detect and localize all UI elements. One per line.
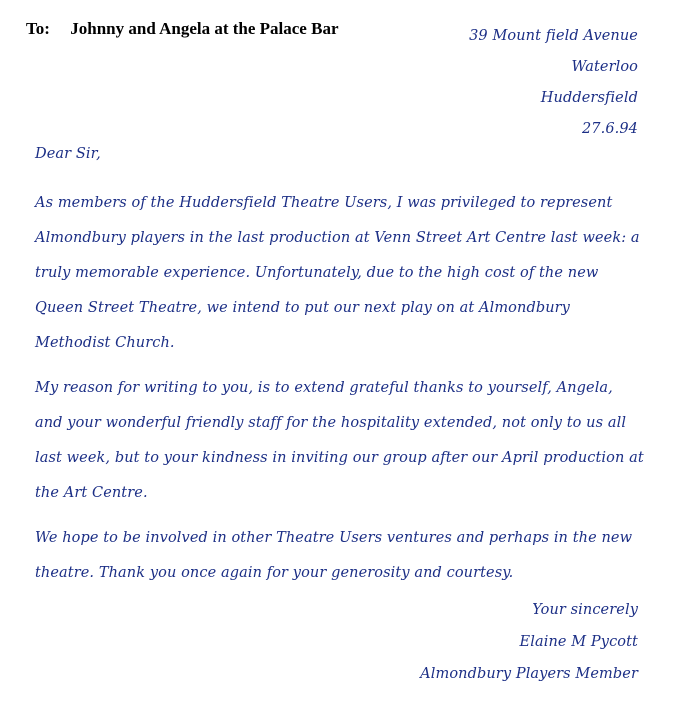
address-street: 39 Mount field Avenue [469, 28, 638, 44]
paragraph-3: We hope to be involved in other Theatre Users ventures and perhaps in the new theatre. Thank you once again for your generosity and courtesy. [35, 530, 633, 581]
letter-date: 27.6.94 [581, 121, 638, 137]
signoff [420, 594, 638, 690]
signer-role: Almondbury Players Member [420, 666, 638, 682]
signer-name: Elaine M Pycott [519, 634, 638, 650]
paragraph-1: As members of the Huddersfield Theatre Users, I was privileged to represent Almondbury players in the last production at Venn Street Art Centre last week: a truly memorable experience. Unfortunately, due to the high cost of the new Queen Street Theatre, we intend to put our next play on at Almondbury Methodist Church. [35, 195, 640, 351]
closing: Your sincerely [532, 602, 638, 618]
paragraph-2: My reason for writing to you, is to extend grateful thanks to yourself, Angela, and your wonderful friendly staff for the hospitality extended, not only to us all last week, but to your kindness in inviting our group after our April production at the Art Centre. [35, 380, 644, 501]
to-label: To: [26, 19, 50, 38]
salutation: Dear Sir, [35, 146, 101, 162]
address-district: Waterloo [571, 59, 638, 75]
sender-address [469, 21, 638, 145]
address-town: Huddersfield [540, 90, 638, 106]
letter-body [35, 186, 645, 601]
recipient-line [26, 19, 339, 39]
recipient-name: Johnny and Angela at the Palace Bar [70, 19, 339, 38]
